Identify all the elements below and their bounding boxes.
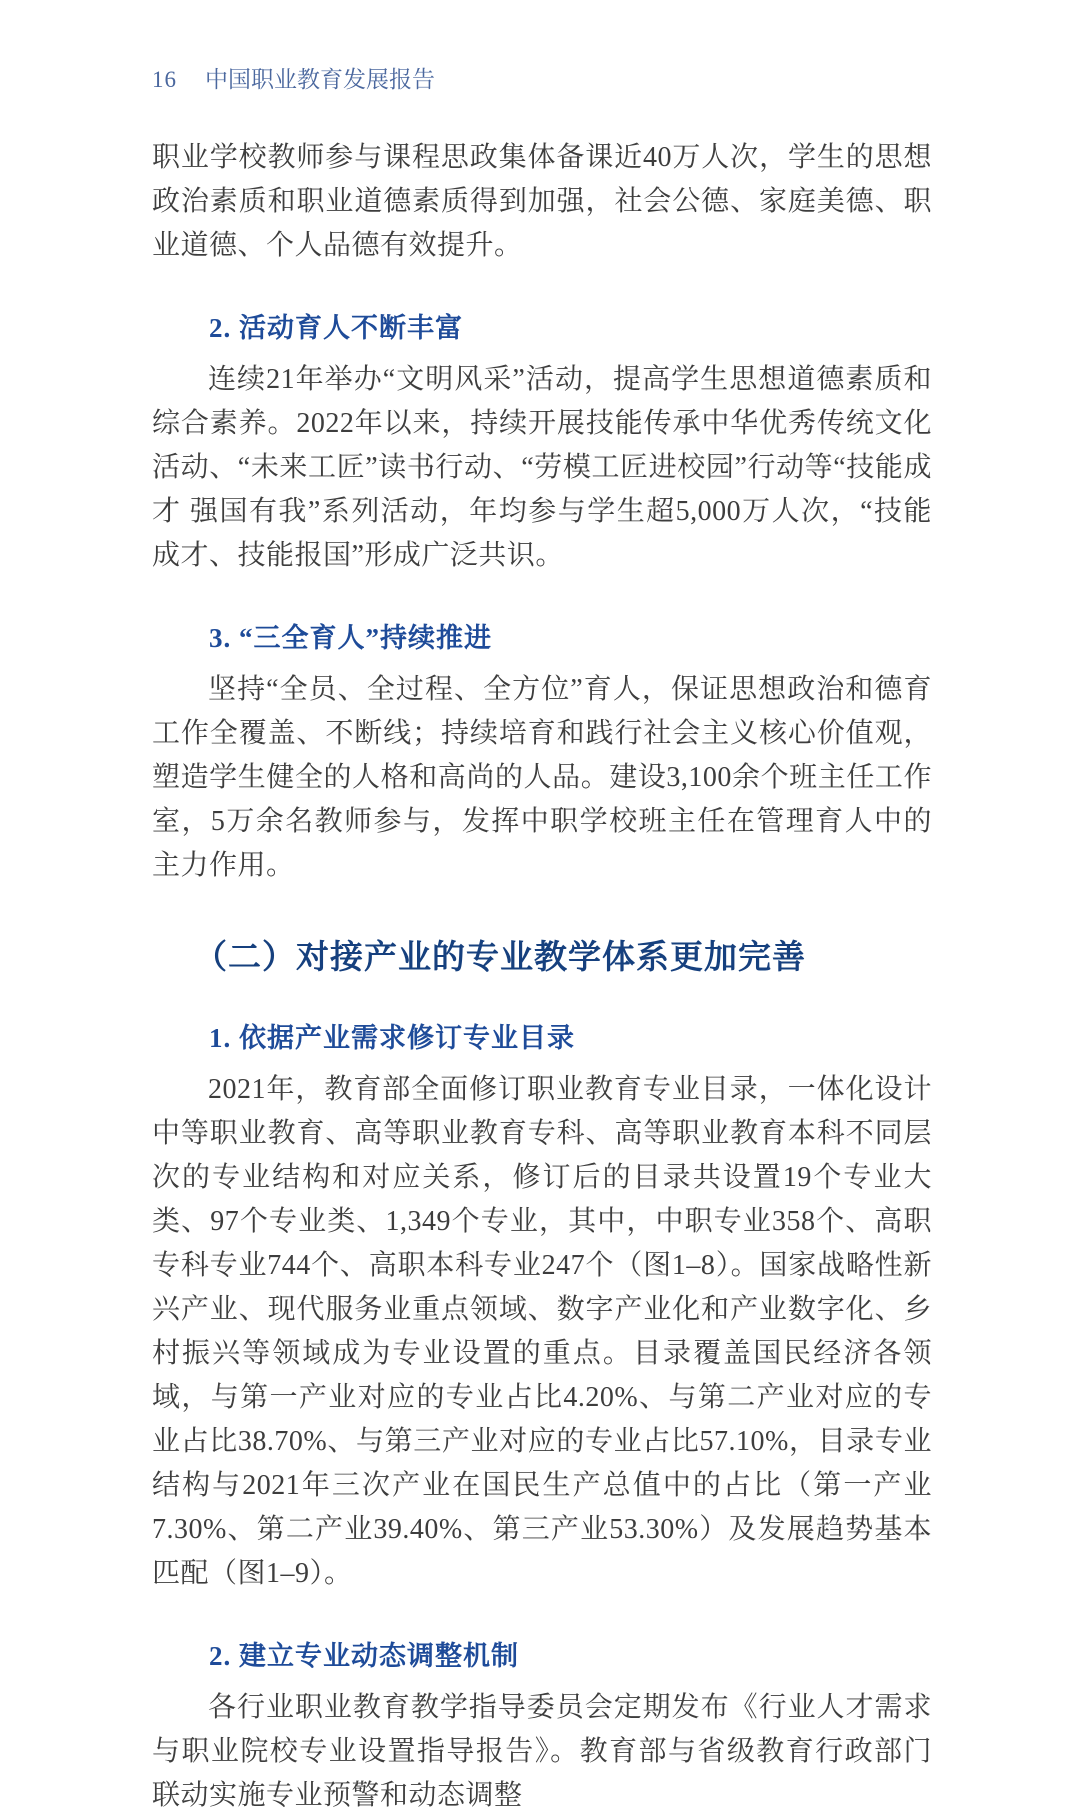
page-number: 16 [152, 67, 177, 92]
sub-heading-activity-education: 2. 活动育人不断丰富 [209, 313, 463, 343]
paragraph-activity-education: 连续21年举办“文明风采”活动，提高学生思想道德素质和综合素养。2022年以来，持续开展技能传承中华优秀传统文化活动、“未来工匠”读书行动、“劳模工匠进校园”行动等“技能成才 强国有我”系列活动，年均参与学生超5,000万人次，“技能成才、技能报国”形成广泛共识。 [152, 364, 932, 571]
running-title: 中国职业教育发展报告 [205, 67, 435, 92]
sub-heading-three-wide-education: 3. “三全育人”持续推进 [209, 623, 492, 653]
paragraph-continuation: 职业学校教师参与课程思政集体备课近40万人次，学生的思想政治素质和职业道德素质得到加强，社会公德、家庭美德、职业道德、个人品德有效提升。 [152, 142, 932, 261]
paragraph-catalog-revision: 2021年，教育部全面修订职业教育专业目录，一体化设计中等职业教育、高等职业教育专科、高等职业教育本科不同层次的专业结构和对应关系，修订后的目录共设置19个专业大类、97个专业类、1,349个专业，其中，中职专业358个、高职专科专业744个、高职本科专业247个（图1–8）。国家战略性新兴产业、现代服务业重点领域、数字产业化和产业数字化、乡村振兴等领域成为专业设置的重点。目录覆盖国民经济各领域，与第一产业对应的专业占比4.20%、与第二产业对应的专业占比38.70%、与第三产业对应的专业占比57.10%，目录专业结构与2021年三次产业在国民生产总值中的占比（第一产业7.30%、第二产业39.40%、第三产业53.30%）及发展趋势基本匹配（图1–9）。 [152, 1074, 932, 1589]
paragraph-dynamic-adjustment: 各行业职业教育教学指导委员会定期发布《行业人才需求与职业院校专业设置指导报告》。教育部与省级教育行政部门联动实施专业预警和动态调整 [152, 1692, 932, 1811]
sub-heading-catalog-revision: 1. 依据产业需求修订专业目录 [209, 1023, 575, 1053]
sub-heading-dynamic-adjustment: 2. 建立专业动态调整机制 [209, 1641, 519, 1671]
section-heading-industry-aligned-teaching: （二）对接产业的专业教学体系更加完善 [194, 940, 806, 976]
running-header [152, 66, 932, 94]
paragraph-three-wide-education: 坚持“全员、全过程、全方位”育人，保证思想政治和德育工作全覆盖、不断线；持续培育和践行社会主义核心价值观，塑造学生健全的人格和高尚的人品。建设3,100余个班主任工作室，5万余名教师参与，发挥中职学校班主任在管理育人中的主力作用。 [152, 674, 932, 881]
